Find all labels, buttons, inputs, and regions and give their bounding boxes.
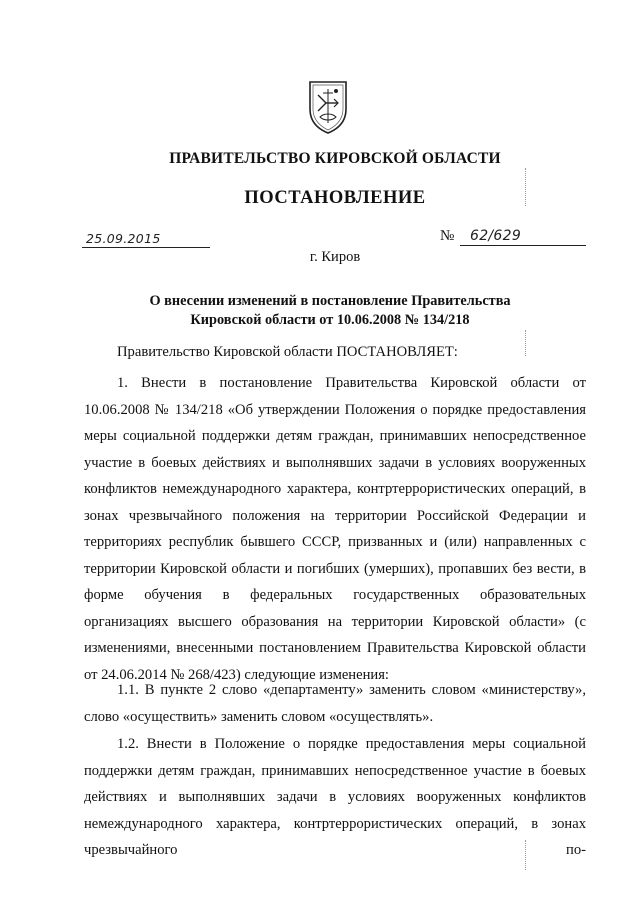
document-number: 62/629: [470, 228, 522, 244]
document-type: ПОСТАНОВЛЕНИЕ: [244, 188, 426, 208]
subject-line-1: О внесении изменений в постановление Правительства: [149, 293, 511, 309]
paragraph-item-1: 1. Внести в постановление Правительства Кировской области от 10.06.2008 № 134/218 «Об утверждении Положения о порядке предоставления меры социальной поддержки детям граждан, принимавших непосредственное участие в боевых действиях и выполнявших задачи в условиях вооруженных конфликтов немеждународного характера, контртеррористических операций, в зонах чрезвычайного положения на территории Российской Федерации и территориях республик бывшего СССР, призванных и (или) направленных с территории Кировской области и погибших (умерших), пропавших без вести, в форме обучения в федеральных государственных образовательных организациях высшего образования на территории Кировской области» (с изменениями, внесенными постановлением Правительства Кировской области от 24.06.2014 № 268/423) следующие изменения:: [84, 375, 586, 683]
coat-of-arms-emblem: [306, 79, 350, 135]
paragraph-item-1-2: 1.2. Внести в Положение о порядке предоставления меры социальной поддержки детям граждан, принимавших непосредственное участие в боевых действиях и выполнявших задачи в условиях вооруженных конфликтов немеждународного характера, контртеррористических операций, в зонах чрезвычайного по-: [84, 736, 586, 858]
government-title: ПРАВИТЕЛЬСТВО КИРОВСКОЙ ОБЛАСТИ: [169, 150, 501, 167]
number-sign: №: [440, 228, 455, 244]
number-field: [460, 227, 586, 246]
paragraph-item-1-1: 1.1. В пункте 2 слово «департаменту» заменить словом «министерству», слово «осуществить» заменить словом «осуществлять».: [84, 682, 586, 725]
document-date: 25.09.2015: [86, 231, 161, 246]
city: г. Киров: [309, 249, 361, 265]
subject-line-2: Кировской области от 10.06.2008 № 134/218: [190, 312, 470, 328]
margin-mark-bottom: [525, 840, 526, 870]
preamble: Правительство Кировской области ПОСТАНОВЛЯЕТ:: [117, 344, 458, 360]
subject-heading: [140, 292, 520, 330]
margin-mark-top: [525, 168, 526, 206]
date-field: [82, 229, 210, 248]
margin-mark-middle: [525, 330, 526, 356]
